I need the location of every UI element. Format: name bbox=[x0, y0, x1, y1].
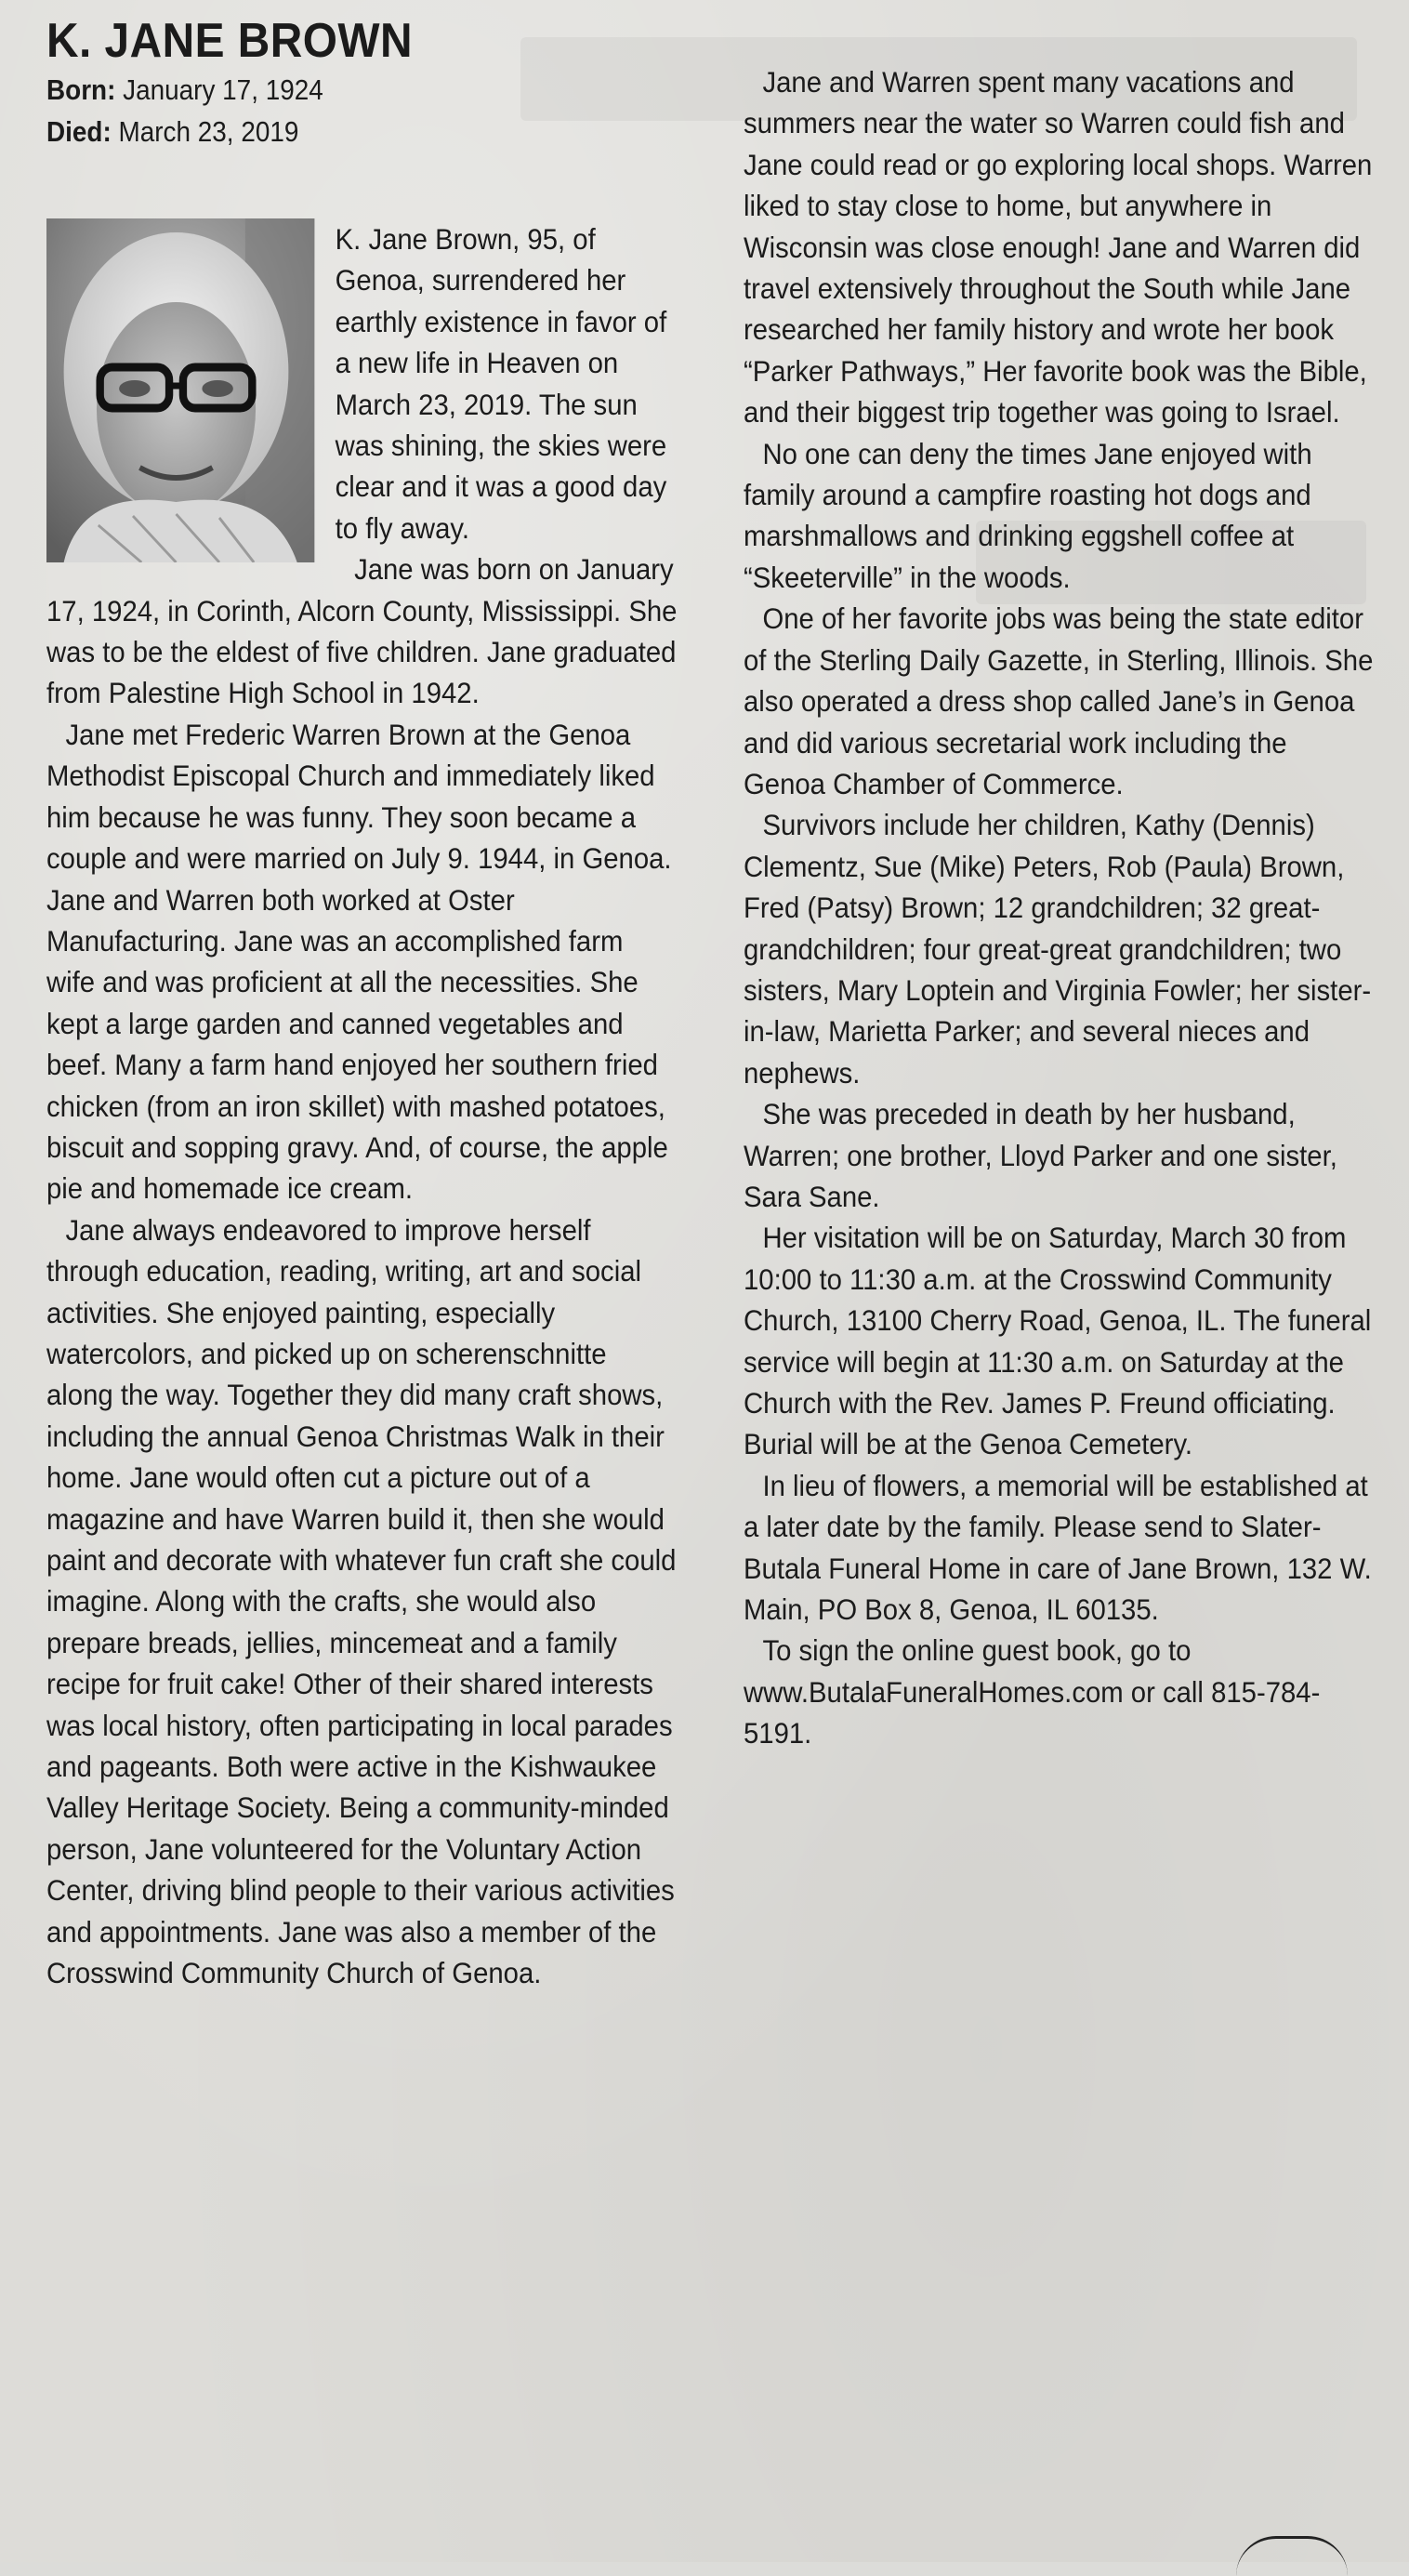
died-line bbox=[46, 111, 632, 152]
portrait-photo-icon bbox=[46, 218, 314, 562]
obituary-name: K. JANE BROWN bbox=[46, 14, 414, 68]
left-paragraph: Jane was born on January 17, 1924, in Corinth, Alcorn County, Mississippi. She was to be the eldest of five children. Jane graduated from Palestine High School in 1942. bbox=[46, 552, 678, 710]
right-paragraph: No one can deny the times Jane enjoyed with family around a campfire roasting hot dogs and marshmallows and drinking eggshell coffee at “Skeeterville” in the woods. bbox=[744, 436, 1312, 594]
intro-text: K. Jane Brown, 95, of Genoa, surrendered her earthly existence in favor of a new life in Heaven on March 23, 2019. The sun was shining, the skies were clear and it was a good day to fly away. bbox=[335, 222, 667, 545]
obituary-header bbox=[46, 13, 697, 152]
left-column bbox=[46, 218, 678, 1993]
right-paragraph: One of her favorite jobs was being the state editor of the Sterling Daily Gazette, in Sterling, Illinois. She also operated a dress shop called Jane’s in Genoa and did various secretarial work including the Genoa Chamber of Commerce. bbox=[744, 601, 1374, 800]
born-label: Born: bbox=[46, 73, 116, 106]
right-paragraph: Jane and Warren spent many vacations and summers near the water so Warren could fish and Jane could read or go exploring local shops. Warren liked to stay close to home, but anywhere in Wisconsin was close enough! Jane and Warren did travel extensively throughout the South while Jane researched her family history and wrote her book “Parker Pathways,” Her favorite book was the Bible, and their biggest trip together was going to Israel. bbox=[744, 65, 1373, 429]
right-paragraph: She was preceded in death by her husband, Warren; one brother, Lloyd Parker and one sister, Sara Sane. bbox=[744, 1097, 1337, 1213]
right-paragraph: Survivors include her children, Kathy (Dennis) Clementz, Sue (Mike) Peters, Rob (Paula) Brown, Fred (Patsy) Brown; 12 grandchildren; 32 great-grandchildren; four great-great grandchildren; two sisters, Mary Loptein and Virginia Fowler; her sister-in-law, Marietta Parker; and several nieces and nephews. bbox=[744, 808, 1372, 1090]
died-date: March 23, 2019 bbox=[118, 115, 299, 148]
portrait-photo bbox=[46, 218, 314, 562]
left-paragraph: Jane met Frederic Warren Brown at the Genoa Methodist Episcopal Church and immediately liked him because he was funny. They soon became a couple and were married on July 9. 1944, in Genoa. Jane and Warren both worked at Oster Manufacturing. Jane was an accomplished farm wife and was proficient at all the necessities. She kept a large garden and canned vegetables and beef. Many a farm hand enjoyed her southern fried chicken (from an iron skillet) with mashed potatoes, biscuit and sopping gravy. And, of course, the apple pie and homemade ice cream. bbox=[46, 717, 672, 1206]
right-paragraph: In lieu of flowers, a memorial will be established at a later date by the family. Please send to Slater-Butala Funeral Home in care of Jane Brown, 132 W. Main, PO Box 8, Genoa, IL 60135. bbox=[744, 1468, 1372, 1627]
right-paragraph: Her visitation will be on Saturday, March 30 from 10:00 to 11:30 a.m. at the Crosswind Community Church, 13100 Cherry Road, Genoa, IL. The funeral service will begin at 11:30 a.m. on Saturday at the Church with the Rev. James P. Freund officiating. Burial will be at the Genoa Cemetery. bbox=[744, 1221, 1372, 1461]
born-line bbox=[46, 69, 632, 111]
left-paragraph: Jane always endeavored to improve herself through education, reading, writing, art and social activities. She enjoyed painting, especially watercolors, and picked up on scherenschnitte along the way. Together they did many craft shows, including the annual Genoa Christmas Walk in their home. Jane would often cut a picture out of a magazine and have Warren build it, then she would paint and decorate with whatever fun craft she could imagine. Along with the crafts, she would also prepare breads, jellies, mincemeat and a family recipe for fruit cake! Other of their shared interests was local history, often participating in local parades and pageants. Both were active in the Kishwaukee Valley Heritage Society. Being a community-minded person, Jane volunteered for the Voluntary Action Center, driving blind people to their various activities and appointments. Jane was also a member of the Crosswind Community Church of Genoa. bbox=[46, 1212, 677, 1990]
born-date: January 17, 1924 bbox=[123, 73, 323, 106]
died-label: Died: bbox=[46, 115, 112, 148]
right-paragraph: To sign the online guest book, go to www.ButalaFuneralHomes.com or call 815-784-5191. bbox=[744, 1633, 1321, 1750]
right-column bbox=[744, 61, 1376, 1754]
